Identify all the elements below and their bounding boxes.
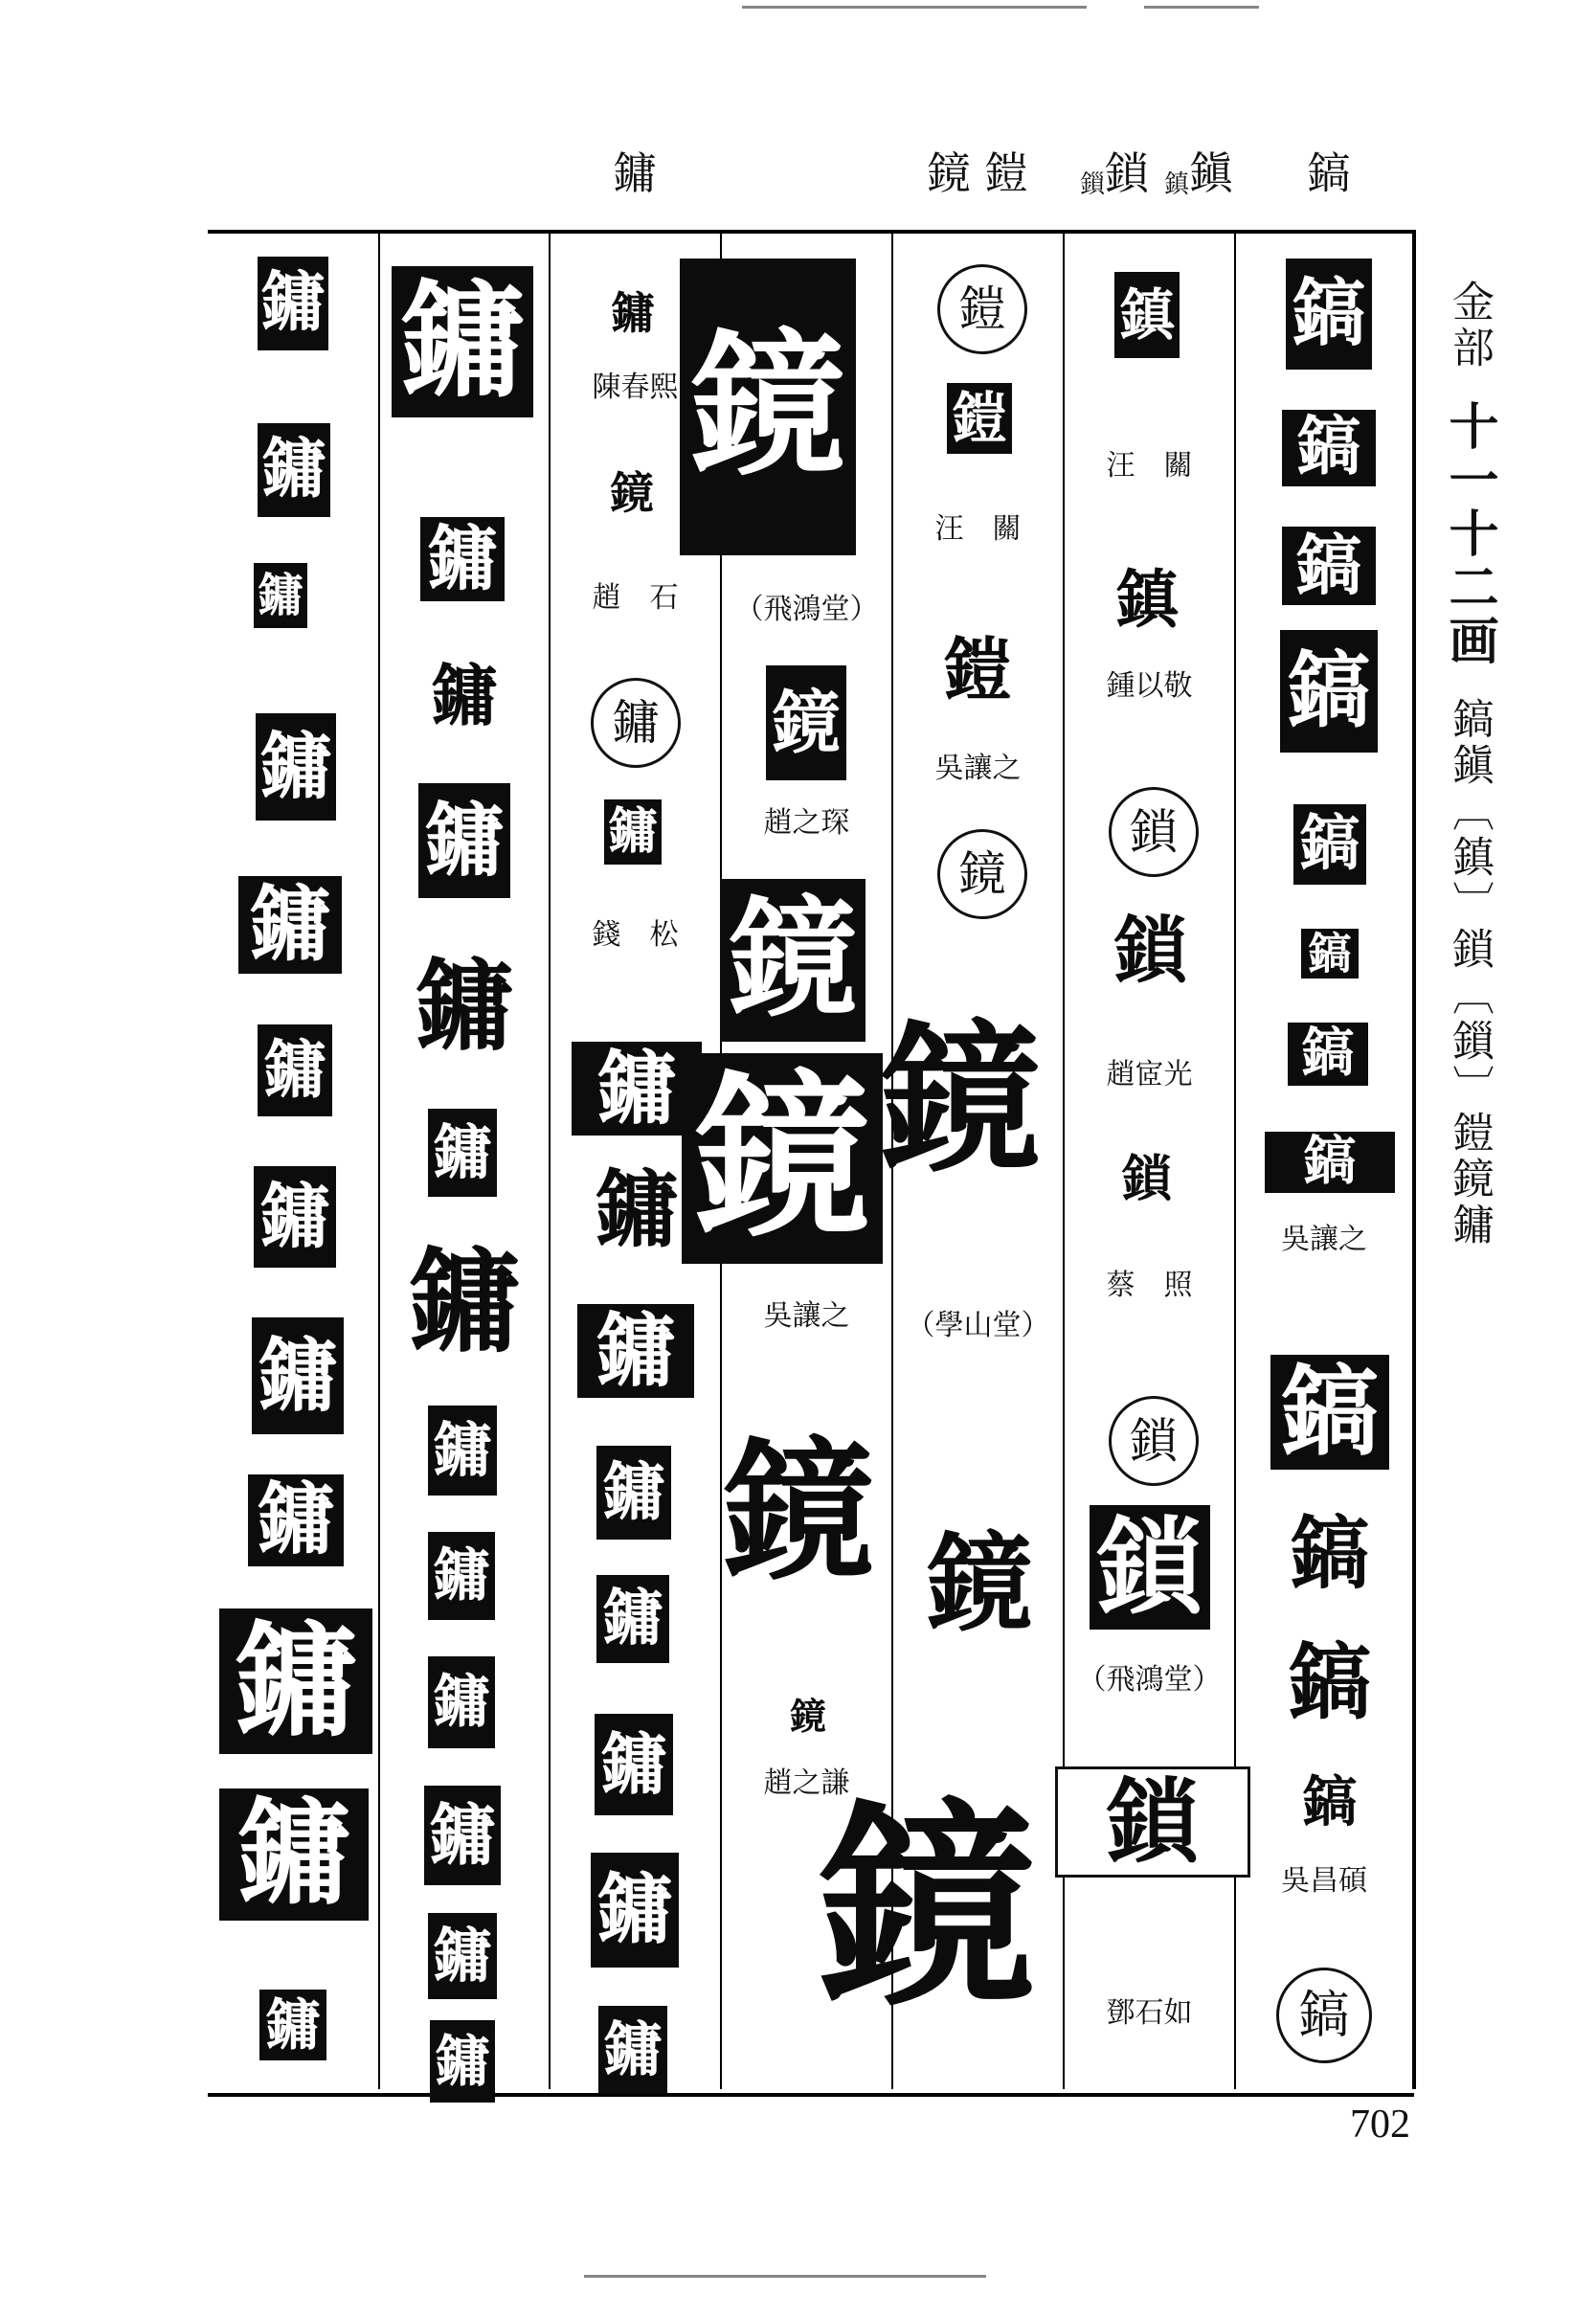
seal-impression: 鎧 [947, 383, 1012, 454]
seal-impression: 鏞 [407, 1236, 521, 1368]
circle-label: 鎧 [937, 264, 1027, 354]
seal-impression: 鏡 [926, 1522, 1033, 1647]
seal-impression: 鏡 [680, 259, 856, 555]
seal-impression: 鏞 [428, 1532, 495, 1620]
seal-impression: 鎬 [1287, 1633, 1372, 1732]
seal-impression: 鎖 [1114, 908, 1187, 993]
seal-impression: 鏡 [682, 1053, 883, 1264]
seal-impression: 鎬 [1280, 630, 1378, 753]
seal-impression: 鎬 [1265, 1132, 1395, 1193]
seal-impression: 鏞 [604, 799, 662, 865]
seal-impression: 鏞 [254, 563, 307, 628]
circle-label: 鏡 [937, 829, 1027, 919]
seal-impression: 鏞 [595, 1714, 673, 1815]
side-stroke-count: 十一十二画 [1440, 400, 1498, 668]
seal-impression: 鏞 [428, 1406, 497, 1496]
seal-impression: 鎮 [1115, 563, 1179, 637]
seal-impression: 鏡 [610, 467, 654, 519]
seal-impression: 鏞 [248, 1474, 344, 1566]
caption-artist: 汪 關 [1106, 449, 1193, 483]
seal-impression: 鏞 [428, 1913, 497, 1999]
headword-gao: 鎬 [1307, 147, 1351, 199]
scan-artifact [742, 6, 1087, 9]
seal-impression: 鏞 [428, 1109, 497, 1197]
seal-impression: 鏞 [258, 1024, 332, 1116]
headword-zhen [1164, 147, 1234, 199]
seal-impression: 鏞 [219, 1788, 369, 1921]
headword-yong: 鏞 [613, 147, 657, 199]
caption-artist: 趙 石 [592, 581, 679, 615]
seal-impression: 鏞 [238, 876, 342, 974]
seal-impression: 鏞 [611, 287, 655, 339]
column-zhen-suo [1065, 239, 1234, 2078]
seal-impression: 鎬 [1282, 527, 1376, 605]
seal-impression: 鏡 [789, 1696, 826, 1738]
seal-impression: 鏞 [596, 1446, 671, 1540]
seal-impression: 鏞 [252, 1317, 344, 1434]
headword-suo-main: 鎖 [1105, 147, 1150, 199]
seal-impression: 鎬 [1293, 804, 1366, 885]
headword-suo [1080, 147, 1150, 199]
seal-impression: 鏡 [720, 879, 865, 1042]
headword-suo-variant: 鎻 [1080, 170, 1106, 199]
caption-artist: 吳昌碩 [1281, 1864, 1367, 1898]
column-yong-2 [380, 239, 549, 2094]
scan-artifact [1144, 6, 1259, 9]
seal-impression: 鏞 [414, 948, 514, 1065]
caption-studio: （飛鴻堂） [1077, 1663, 1222, 1697]
seal-impression: 鏞 [577, 1304, 694, 1398]
seal-impression: 鏡 [878, 1006, 1042, 1196]
seal-impression: 鏡 [766, 665, 846, 780]
column-gao [1236, 239, 1412, 2078]
seal-impression: 鎬 [1270, 1355, 1389, 1470]
seal-impression: 鎬 [1282, 410, 1376, 486]
caption-artist: 汪 關 [934, 512, 1022, 546]
seal-impression: 鏞 [596, 1575, 669, 1663]
seal-impression: 鏞 [256, 713, 336, 821]
side-char-list: 鎬鎭〔鎮〕鎖〔鎻〕鎧鏡鏞 [1445, 697, 1494, 1248]
seal-impression: 鏞 [258, 423, 330, 517]
caption-artist: 錢 松 [592, 918, 679, 952]
seal-impression: 鏡 [816, 1782, 1037, 2037]
caption-studio: （飛鴻堂） [734, 593, 879, 626]
circle-label: 鎖 [1109, 787, 1199, 877]
caption-artist: 趙之謙 [763, 1766, 850, 1800]
column-yong-1 [210, 239, 378, 2078]
seal-impression: 鏞 [594, 1160, 679, 1259]
seal-impression: 鎖 [1121, 1151, 1172, 1208]
caption-studio: （學山堂） [906, 1309, 1050, 1342]
side-index [1441, 280, 1498, 1248]
seal-impression: 鏡 [721, 1423, 875, 1602]
column-kai-jing [816, 239, 1063, 2078]
page-number: 702 [1350, 2103, 1410, 2147]
side-radical: 金部 [1445, 280, 1494, 371]
seal-impression: 鏞 [591, 1853, 679, 1968]
seal-impression: 鎧 [942, 630, 1012, 710]
seal-impression: 鏞 [254, 1166, 336, 1268]
seal-impression: 鎬 [1289, 1508, 1370, 1600]
caption-artist: 陳春熙 [592, 371, 679, 404]
headword-zhen-variant: 鎮 [1164, 170, 1190, 199]
column-divider [1412, 230, 1416, 2089]
scan-artifact [584, 2275, 986, 2278]
seal-impression: 鏞 [392, 266, 533, 417]
seal-impression: 鏞 [259, 1990, 326, 2060]
circle-label: 鏞 [591, 678, 681, 768]
headword-zhen-main: 鎭 [1189, 147, 1234, 199]
caption-artist: 趙之琛 [763, 806, 850, 840]
seal-impression: 鏞 [598, 2006, 667, 2094]
headword-jing: 鏡 [927, 147, 971, 199]
caption-artist: 吳讓之 [763, 1299, 850, 1333]
seal-impression: 鎖 [1055, 1766, 1250, 1878]
seal-impression: 鎬 [1288, 1023, 1368, 1086]
circle-label: 鎬 [1276, 1968, 1372, 2063]
seal-impression: 鎖 [1090, 1505, 1210, 1630]
circle-label: 鎖 [1109, 1396, 1199, 1486]
seal-impression: 鎮 [1114, 272, 1180, 358]
seal-impression: 鎬 [1301, 929, 1359, 979]
caption-artist: 鍾以敬 [1106, 669, 1193, 703]
caption-artist: 蔡 照 [1106, 1269, 1193, 1302]
seal-impression: 鏞 [428, 1656, 495, 1748]
headword-kai: 鎧 [984, 147, 1028, 199]
seal-impression: 鏞 [420, 517, 505, 601]
seal-impression: 鎬 [1286, 259, 1372, 370]
seal-impression: 鎬 [1301, 1771, 1358, 1833]
caption-artist: 鄧石如 [1106, 1996, 1193, 2030]
seal-impression: 鏞 [431, 657, 498, 735]
seal-impression: 鏞 [258, 257, 328, 350]
caption-artist: 趙宧光 [1106, 1058, 1193, 1091]
seal-impression: 鏞 [424, 1786, 501, 1885]
caption-artist: 吳讓之 [934, 752, 1022, 785]
caption-artist: 吳讓之 [1281, 1223, 1367, 1256]
seal-impression: 鏞 [572, 1042, 702, 1136]
seal-impression: 鏞 [418, 783, 510, 898]
seal-impression: 鏞 [430, 2020, 495, 2103]
seal-impression: 鏞 [219, 1608, 372, 1754]
